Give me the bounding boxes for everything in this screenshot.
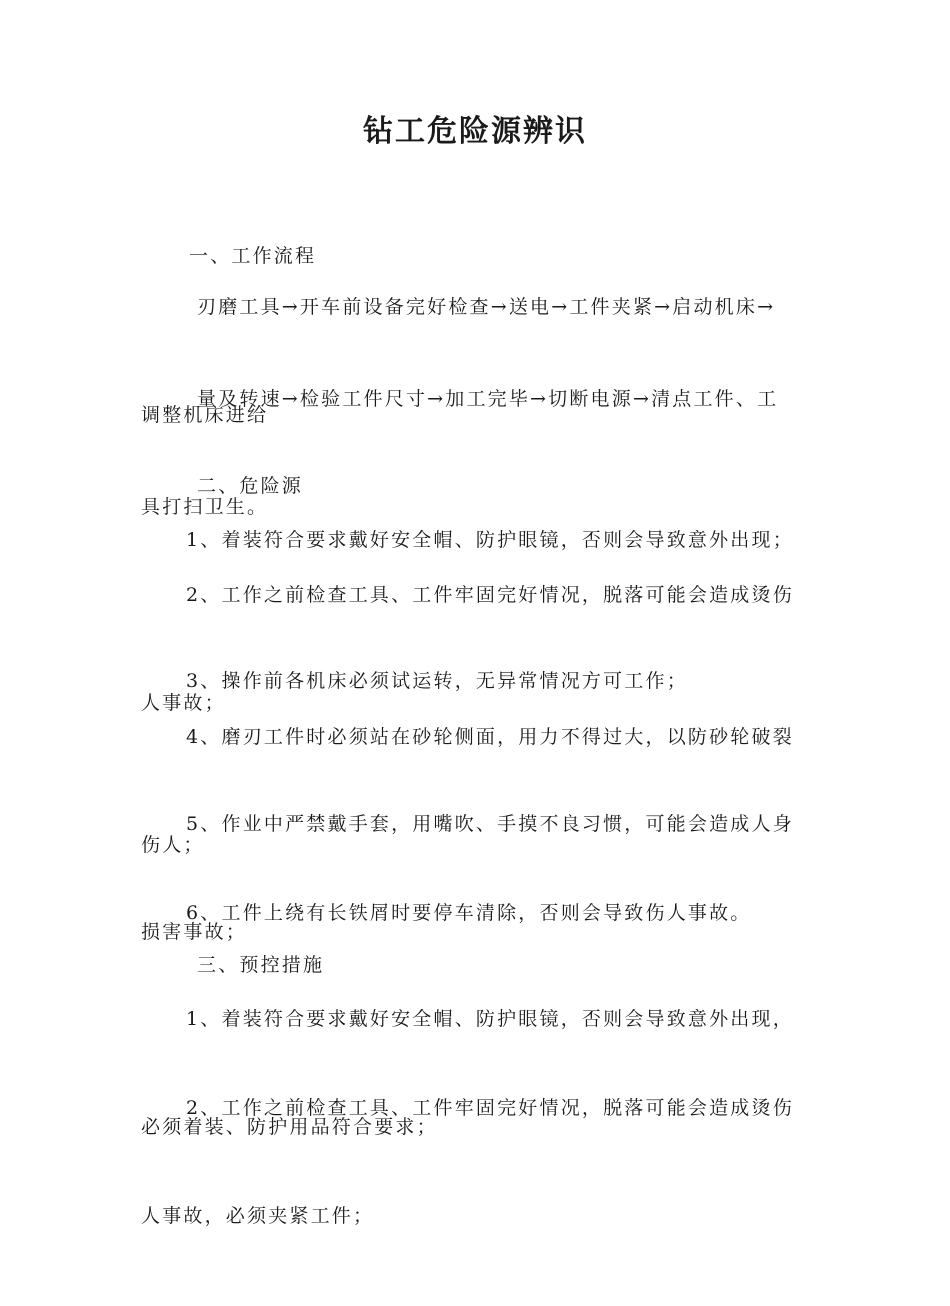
heading-text: 三、预控措施 [197,954,325,976]
control-item [141,1018,813,1306]
item-line: 必须着装、防护用品符合要求； [141,1116,438,1138]
heading-text: 一、工作流程 [189,245,317,267]
item-line: 1、着装符合要求戴好安全帽、防护眼镜，否则会导致意外出现； [186,529,794,551]
heading-text: 二、危险源 [197,475,304,497]
item-line: 损害事故； [141,921,248,943]
paragraph-line: 具打扫卫生。 [141,496,269,518]
item-line: 4、磨刃工件时必须站在砂轮侧面，用力不得过大，以防砂轮破裂 [186,726,794,748]
item-line: 人事故； [141,692,226,714]
item-line: 人事故，必须夹紧工件； [141,1205,375,1227]
item-line: 3、操作前各机床必须试运转，无异常情况方可工作； [186,670,688,692]
paragraph-line: 刃磨工具→开车前设备完好检查→送电→工件夹紧→启动机床→ [197,296,776,318]
item-line: 1、着装符合要求戴好安全帽、防护眼镜，否则会导致意外出现， [186,1008,794,1030]
paragraph-line: 量及转速→检验工件尺寸→加工完毕→切断电源→清点工件、工 [197,388,779,410]
document-title: 钻工危险源辨识 [363,114,587,149]
item-line: 5、作业中严禁戴手套，用嘴吹、手摸不良习惯，可能会造成人身 [186,813,794,835]
item-line: 6、工件上绕有长铁屑时要停车清除，否则会导致伤人事故。 [186,902,752,924]
item-line: 2、工作之前检查工具、工件牢固完好情况，脱落可能会造成烫伤 [186,584,794,606]
item-line: 伤人； [141,834,205,856]
item-line: 2、工作之前检查工具、工件牢固完好情况，脱落可能会造成烫伤 [186,1097,794,1119]
paragraph-line: 调整机床进给 [141,404,269,426]
